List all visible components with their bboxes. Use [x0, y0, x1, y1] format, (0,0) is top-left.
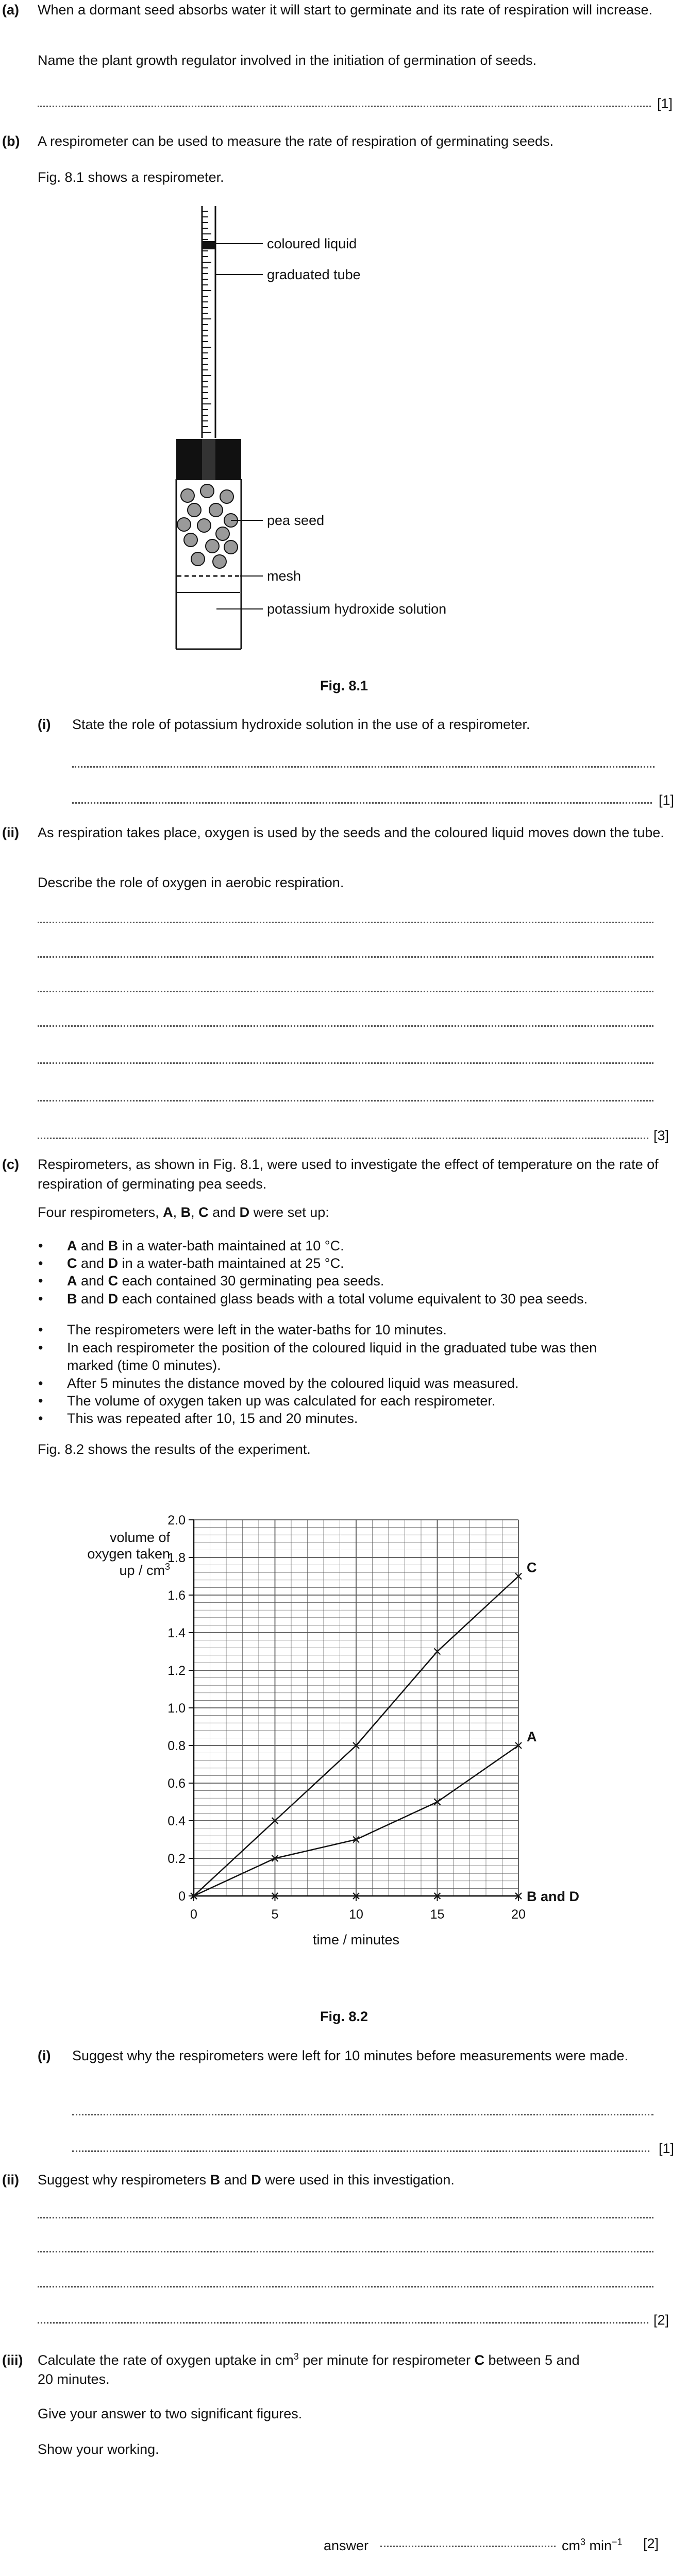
series-label: C [527, 1560, 537, 1575]
qb-ii-line-4[interactable] [38, 1025, 653, 1027]
qc-ii-line-4[interactable] [38, 2322, 648, 2324]
qc-label: (c) [2, 1157, 19, 1172]
qc-iii-marks: [2] [643, 2536, 659, 2551]
qb-ii-text: As respiration takes place, oxygen is used by the seeds and the coloured liquid moves down the tube. [38, 825, 664, 840]
y-tick-label: 1.0 [167, 1701, 186, 1716]
qc-iii-text-2: 20 minutes. [38, 2371, 110, 2387]
y-tick-label: 0 [178, 1889, 186, 1904]
label-pea-seed: pea seed [267, 513, 325, 528]
series-label: A [527, 1729, 537, 1744]
qc-ii-line-3[interactable] [38, 2286, 653, 2287]
qb-i-text: State the role of potassium hydroxide solution in the use of a respirometer. [72, 717, 530, 732]
qb-figref: Fig. 8.1 shows a respirometer. [38, 170, 224, 185]
qb-intro: A respirometer can be used to measure the rate of respiration of germinating seeds. [38, 133, 554, 149]
method-bullet: • The respirometers were left in the water-baths for 10 minutes. [67, 1320, 447, 1340]
setup-bullet: • A and B in a water-bath maintained at 10 °C. [67, 1236, 344, 1256]
qa-marks: [1] [657, 96, 673, 111]
qc-i-line-1[interactable] [72, 2114, 653, 2115]
method-bullet: • After 5 minutes the distance moved by the coloured liquid was measured. [67, 1374, 518, 1393]
y-tick-label: 1.2 [167, 1664, 186, 1678]
qc-iii-sigfig: Give your answer to two significant figures. [38, 2406, 303, 2421]
qc-ii-marks: [2] [653, 2312, 669, 2328]
qa-prompt: Name the plant growth regulator involved in the initiation of germination of seeds. [38, 53, 537, 68]
method-bullet: • This was repeated after 10, 15 and 20 minutes. [67, 1409, 358, 1428]
qb-ii-prompt: Describe the role of oxygen in aerobic respiration. [38, 875, 344, 890]
oxygen-uptake-chart [155, 1510, 580, 1963]
qb-i-line-2[interactable] [72, 802, 652, 804]
y-tick-label: 0.8 [167, 1739, 186, 1753]
qc-i-marks: [1] [659, 2141, 675, 2156]
method-bullet: • The volume of oxygen taken up was calculated for each respirometer. [67, 1391, 495, 1411]
qb-ii-label: (ii) [2, 825, 19, 840]
qc-i-line-2[interactable] [72, 2150, 649, 2152]
qb-i-marks: [1] [659, 792, 675, 808]
setup-bullet: • B and D each contained glass beads with a total volume equivalent to 30 pea seeds. [67, 1289, 588, 1309]
setup-bullet: • C and D in a water-bath maintained at 25 °C. [67, 1253, 344, 1273]
qb-ii-line-3[interactable] [38, 991, 653, 992]
y-tick-label: 0.2 [167, 1852, 186, 1866]
qb-ii-line-1[interactable] [38, 922, 653, 923]
method-bullet-cont: marked (time 0 minutes). [67, 1358, 221, 1373]
qb-ii-line-5[interactable] [38, 1062, 653, 1064]
method-bullet: • In each respirometer the position of the coloured liquid in the graduated tube was then [67, 1338, 597, 1358]
y-tick-label: 0.4 [167, 1814, 186, 1828]
qb-ii-marks: [3] [653, 1128, 669, 1143]
label-koh: potassium hydroxide solution [267, 601, 447, 617]
qb-i-label: (i) [38, 717, 51, 732]
qc-iii-working: Show your working. [38, 2442, 159, 2457]
label-coloured-liquid: coloured liquid [267, 236, 357, 251]
qc-iii-answer-line[interactable] [380, 2546, 556, 2547]
x-tick-label: 0 [190, 1907, 197, 1922]
qc-ii-label: (ii) [2, 2172, 19, 2188]
qc-figref: Fig. 8.2 shows the results of the experiment. [38, 1442, 311, 1457]
qc-ii-text: Suggest why respirometers B and D were used in this investigation. [38, 2172, 455, 2188]
qc-setup: Four respirometers, A, B, C and D were set up: [38, 1205, 329, 1220]
label-graduated-tube: graduated tube [267, 267, 361, 282]
x-tick-label: 20 [511, 1907, 526, 1922]
qc-i-label: (i) [38, 2048, 51, 2063]
chart-ylabel: volume of oxygen taken up / $cm^3$ [87, 1530, 170, 1578]
qb-ii-line-2[interactable] [38, 956, 653, 958]
x-tick-label: 5 [271, 1907, 279, 1922]
y-tick-label: 1.4 [167, 1626, 186, 1640]
x-axis-label: time / minutes [312, 1932, 400, 1947]
qa-answer-line[interactable] [38, 106, 651, 107]
qc-intro: Respirometers, as shown in Fig. 8.1, were used to investigate the effect of temperature on the rate of respiration of germinating pea seeds. [38, 1157, 659, 1192]
qb-ii-line-7[interactable] [38, 1138, 648, 1139]
x-tick-label: 15 [430, 1907, 445, 1922]
fig-8-2-caption: Fig. 8.2 [320, 2009, 368, 2024]
setup-bullet: • A and C each contained 30 germinating pea seeds. [67, 1271, 384, 1291]
qc-i-text: Suggest why the respirometers were left for 10 minutes before measurements were made. [72, 2048, 628, 2063]
qc-ii-line-1[interactable] [38, 2217, 653, 2218]
qa-text: When a dormant seed absorbs water it will start to germinate and its rate of respiration will increase. [38, 2, 653, 18]
qc-iii-answer-label: answer [324, 2538, 369, 2553]
qc-iii-text: Calculate the rate of oxygen uptake in $cm^3$ per minute for respirometer C between 5 and [38, 2351, 580, 2368]
y-tick-label: 1.6 [167, 1588, 186, 1603]
fig-8-1-caption: Fig. 8.1 [320, 678, 368, 693]
series-label: B and D [527, 1889, 580, 1904]
x-tick-label: 10 [349, 1907, 363, 1922]
qc-ii-line-2[interactable] [38, 2251, 653, 2252]
qa-label: (a) [2, 2, 19, 18]
label-mesh: mesh [267, 568, 301, 584]
y-tick-label: 2.0 [167, 1513, 186, 1528]
y-tick-label: 0.6 [167, 1776, 186, 1791]
qb-ii-line-6[interactable] [38, 1100, 653, 1101]
qb-i-line-1[interactable] [72, 766, 655, 768]
y-tick-label: 1.8 [167, 1551, 186, 1565]
qc-iii-label: (iii) [2, 2352, 23, 2368]
qb-label: (b) [2, 133, 20, 149]
qc-iii-unit: $cm^3$ $\min^{-1}$ [562, 2537, 623, 2553]
qc-iv-label [2, 2573, 23, 2576]
qc-iv-text [38, 2573, 574, 2576]
